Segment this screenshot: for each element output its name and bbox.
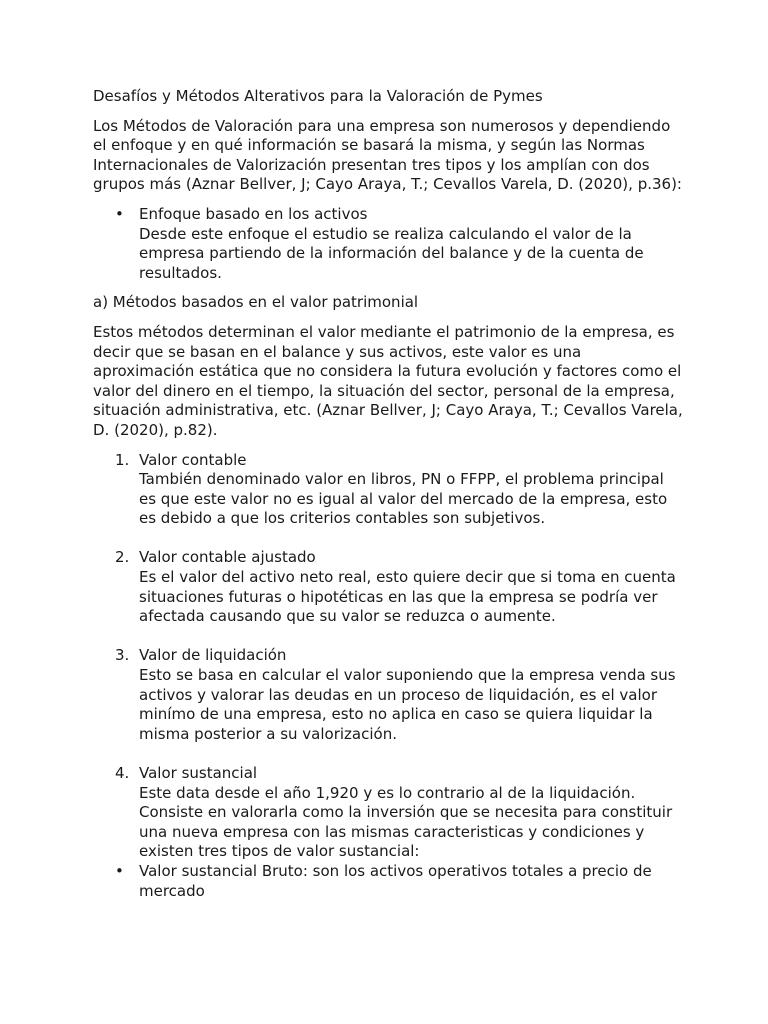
method-heading: Valor de liquidación	[139, 646, 287, 665]
document-title: Desafíos y Métodos Alterativos para la Valoración de Pymes	[93, 87, 543, 105]
method-number: 1.	[115, 450, 130, 469]
sub-bullet-text: Valor sustancial Bruto: son los activos operativos totales a precio de mercado	[139, 861, 652, 900]
document-body	[93, 87, 683, 901]
sub-bullet-valor-sustancial-bruto	[93, 862, 683, 901]
approach-bullet-item	[93, 205, 683, 283]
intro-paragraph: Los Métodos de Valoración para una empresa son numerosos y dependiendo el enfoque y en qué información se basará la misma, y según las Normas Internacionales de Valorización presentan tres tipos y los amplían con dos grupos más (Aznar Bellver, J; Cayo Araya, T.; Cevallos Varela, D. (2020), p.36):	[93, 116, 682, 194]
method-number: 2.	[115, 548, 130, 567]
method-heading: Valor contable	[139, 450, 247, 469]
approach-text: Desde este enfoque el estudio se realiza calculando el valor de la empresa partiendo de la información del balance y de la cuenta de resultados.	[139, 224, 644, 282]
method-text: Es el valor del activo neto real, esto quiere decir que si toma en cuenta situaciones futuras o hipotéticas en las que la empresa se podría ver afectada causando que su valor se reduzca o aumente.	[139, 568, 676, 626]
method-item-valor-de-liquidacion	[93, 646, 683, 744]
method-heading: Valor contable ajustado	[139, 548, 316, 567]
method-item-valor-contable	[93, 451, 683, 529]
method-heading: Valor sustancial	[139, 764, 258, 782]
section-a-heading: a) Métodos basados en el valor patrimonial	[93, 293, 419, 312]
bullet-marker: •	[115, 204, 124, 223]
method-number: 4.	[115, 764, 130, 782]
method-text: Este data desde el año 1,920 y es lo contrario al de la liquidación. Consiste en valorarla como la inversión que se necesita para constituir una nueva empresa con las mismas caracteristicas y condiciones y existen tres tipos de valor sustancial:	[139, 783, 673, 861]
method-item-valor-contable-ajustado	[93, 548, 683, 626]
approach-heading: Enfoque basado en los activos	[139, 204, 368, 223]
method-item-valor-sustancial	[93, 764, 683, 862]
bullet-marker: •	[115, 861, 124, 880]
section-a-paragraph: Estos métodos determinan el valor mediante el patrimonio de la empresa, es decir que se basan en el balance y sus activos, este valor es una aproximación estática que no considera la futura evolución y factores como el valor del dinero en el tiempo, la situación del sector, personal de la empresa, situación administrativa, etc. (Aznar Bellver, J; Cayo Araya, T.; Cevallos Varela, D. (2020), p.82).	[93, 322, 683, 439]
method-text: Esto se basa en calcular el valor suponiendo que la empresa venda sus activos y valorar las deudas en un proceso de liquidación, es el valor minímo de una empresa, esto no aplica en caso se quiera liquidar la misma posterior a su valorización.	[139, 666, 676, 743]
method-number: 3.	[115, 646, 130, 665]
method-text: También denominado valor en libros, PN o FFPP, el problema principal es que este valor no es igual al valor del mercado de la empresa, esto es debido a que los criterios contables son subjetivos.	[139, 470, 668, 528]
